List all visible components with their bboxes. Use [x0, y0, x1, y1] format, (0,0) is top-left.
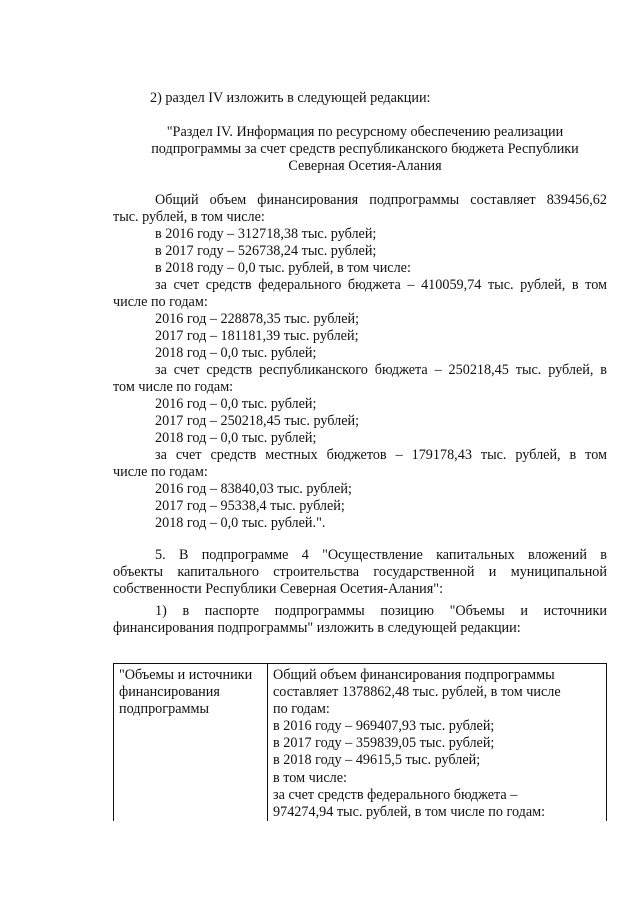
local-budget-line-1: за счет средств местных бюджетов – 179178,43 тыс. рублей, в том: [155, 447, 607, 463]
section-heading-line-3: Северная Осетия-Алания: [288, 158, 442, 174]
section-heading-line-1: "Раздел IV. Информация по ресурсному обеспечению реализации: [166, 124, 564, 140]
republic-year-2016: 2016 год – 0,0 тыс. рублей;: [155, 396, 317, 412]
funding-total-line-1: Общий объем финансирования подпрограммы составляет 839456,62: [155, 192, 607, 208]
intro-line: 2) раздел IV изложить в следующей редакции:: [150, 90, 431, 106]
table-cell-content: [268, 664, 607, 821]
table-content-line: по годам:: [273, 701, 330, 718]
table-label-line: подпрограммы: [119, 701, 209, 718]
local-year-2018: 2018 год – 0,0 тыс. рублей.".: [155, 515, 326, 531]
table-label-line: "Объемы и источники: [119, 667, 253, 683]
federal-year-2018: 2018 год – 0,0 тыс. рублей;: [155, 345, 317, 361]
funding-total-line-2: тыс. рублей, в том числе:: [113, 209, 265, 225]
table-content-line: Общий объем финансирования подпрограммы: [273, 667, 555, 683]
republic-budget-line-1: за счет средств республиканского бюджета – 250218,45 тыс. рублей, в: [155, 362, 607, 378]
table-content-line: в 2018 году – 49615,5 тыс. рублей;: [273, 752, 481, 769]
item5-line-2: объекты капитального строительства государственной и муниципальной: [113, 564, 607, 580]
federal-year-2017: 2017 год – 181181,39 тыс. рублей;: [155, 328, 359, 344]
federal-year-2016: 2016 год – 228878,35 тыс. рублей;: [155, 311, 360, 327]
item5-1-line-2: финансирования подпрограммы" изложить в следующей редакции:: [113, 620, 521, 636]
table-content-line: в 2016 году – 969407,93 тыс. рублей;: [273, 718, 495, 735]
table-content-line: в 2017 году – 359839,05 тыс. рублей;: [273, 735, 495, 752]
table-row: [114, 664, 607, 821]
local-budget-line-2: числе по годам:: [113, 464, 208, 480]
table-content-line: в том числе:: [273, 769, 347, 786]
table-cell-label: [114, 664, 268, 821]
local-year-2016: 2016 год – 83840,03 тыс. рублей;: [155, 481, 352, 497]
table-content-line: 974274,94 тыс. рублей, в том числе по годам:: [273, 803, 546, 820]
item5-line-3: собственности Республики Северная Осетия-Алания":: [113, 581, 444, 597]
section-heading-line-2: подпрограммы за счет средств республиканского бюджета Республики: [151, 141, 579, 157]
republic-year-2018: 2018 год – 0,0 тыс. рублей;: [155, 430, 317, 446]
table-content-line: составляет 1378862,48 тыс. рублей, в том числе: [273, 684, 561, 701]
funding-year-2018: в 2018 году – 0,0 тыс. рублей, в том числе:: [155, 260, 411, 276]
republic-budget-line-2: том числе по годам:: [113, 379, 234, 395]
item5-1-line-1: 1) в паспорте подпрограммы позицию "Объемы и источники: [155, 603, 607, 619]
local-year-2017: 2017 год – 95338,4 тыс. рублей;: [155, 498, 345, 514]
federal-budget-line-1: за счет средств федерального бюджета – 410059,74 тыс. рублей, в том: [155, 277, 607, 293]
passport-table: [113, 663, 607, 821]
funding-year-2016: в 2016 году – 312718,38 тыс. рублей;: [155, 226, 377, 242]
table-content-line: за счет средств федерального бюджета –: [273, 786, 518, 803]
table-label-line: финансирования: [119, 684, 220, 701]
item5-line-1: 5. В подпрограмме 4 "Осуществление капитальных вложений в: [155, 547, 607, 563]
federal-budget-line-2: числе по годам:: [113, 294, 208, 310]
republic-year-2017: 2017 год – 250218,45 тыс. рублей;: [155, 413, 360, 429]
funding-year-2017: в 2017 году – 526738,24 тыс. рублей;: [155, 243, 377, 259]
